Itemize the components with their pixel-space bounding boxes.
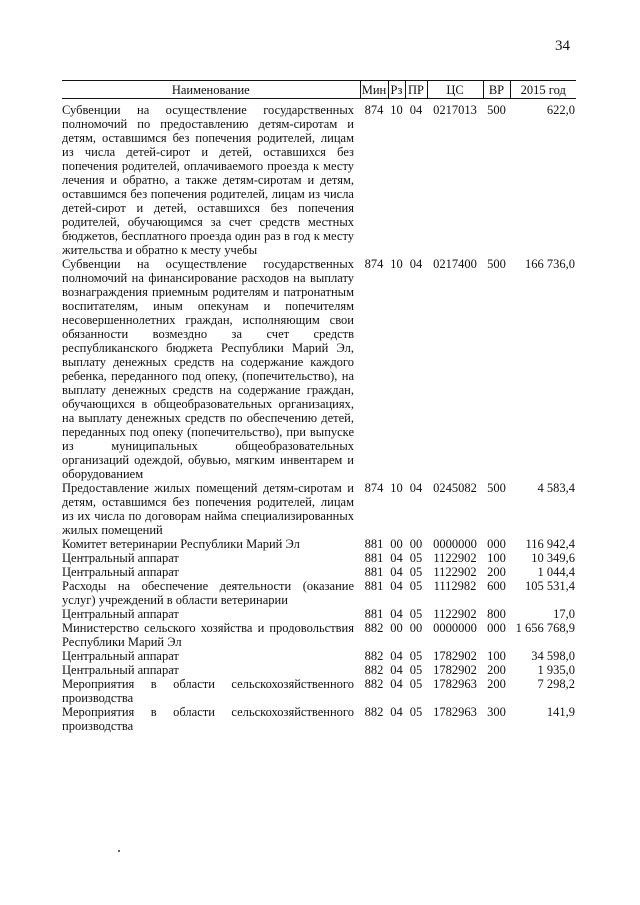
cell-min: 874 — [364, 103, 384, 117]
table-row — [62, 649, 576, 663]
cell-min: 881 — [364, 551, 384, 565]
cell-amount: 4 583,4 — [537, 481, 575, 495]
cell-min: 881 — [364, 607, 384, 621]
scan-speck — [118, 850, 120, 852]
cell-cs: 1122902 — [433, 607, 477, 621]
budget-table — [62, 80, 576, 733]
cell-vr: 300 — [487, 705, 506, 719]
cell-pr: 00 — [409, 537, 423, 551]
cell-name: Центральный аппарат — [62, 565, 179, 579]
cell-cs: 0217013 — [433, 103, 477, 117]
table-header — [62, 81, 576, 99]
cell-name: Центральный аппарат — [62, 607, 179, 621]
cell-cs: 0000000 — [433, 537, 477, 551]
header-name: Наименование — [62, 81, 360, 99]
cell-rz: 04 — [390, 551, 403, 565]
cell-rz: 04 — [390, 705, 403, 719]
cell-amount: 7 298,2 — [537, 677, 575, 691]
header-vr: ВР — [483, 81, 510, 99]
cell-pr: 05 — [409, 663, 423, 677]
cell-amount: 166 736,0 — [525, 257, 575, 271]
cell-amount: 141,9 — [546, 705, 575, 719]
cell-min: 874 — [364, 481, 384, 495]
cell-rz: 04 — [390, 607, 403, 621]
cell-name: Центральный аппарат — [62, 551, 179, 565]
cell-pr: 04 — [409, 103, 423, 117]
table-row — [62, 705, 576, 733]
cell-vr: 200 — [487, 677, 506, 691]
cell-vr: 100 — [487, 551, 506, 565]
cell-min: 882 — [364, 621, 384, 635]
header-cs: ЦС — [427, 81, 483, 99]
table-row — [62, 607, 576, 621]
cell-pr: 00 — [409, 621, 423, 635]
cell-pr: 05 — [409, 579, 423, 593]
cell-min: 874 — [364, 257, 384, 271]
cell-name: Мероприятия в области сельскохозяйственного производства — [62, 677, 354, 705]
cell-name: Субвенции на осуществление государственных полномочий на финансирование расходов на выплату вознаграждения приемным родителям и патронатным воспитателям, иным опекунам и попечителям несовершеннолетних граждан, исполняющим свои обязанности возмездно за счет средств республиканского бюджета Республики Марий Эл, выплату денежных средств на содержание каждого ребенка, переданного под опеку, (попечительство), на выплату денежных средств на содержание граждан, обучающихся в общеобразовательных организациях, на выплату денежных средств по обеспечению детей, переданных под опеку (попечительство), при выпуске из муниципальных общеобразовательных организаций одеждой, обувью, мягким инвентарем и оборудованием — [62, 257, 354, 481]
cell-vr: 800 — [487, 607, 506, 621]
header-rz: Рз — [388, 81, 405, 99]
cell-pr: 05 — [409, 677, 423, 691]
cell-name: Комитет ветеринарии Республики Марий Эл — [62, 537, 300, 551]
cell-cs: 1112982 — [433, 579, 477, 593]
cell-cs: 0000000 — [433, 621, 477, 635]
cell-pr: 05 — [409, 705, 423, 719]
cell-rz: 04 — [390, 579, 403, 593]
cell-name: Мероприятия в области сельскохозяйственного производства — [62, 705, 354, 733]
cell-name: Центральный аппарат — [62, 649, 179, 663]
cell-vr: 500 — [487, 103, 506, 117]
cell-min: 881 — [364, 579, 384, 593]
cell-name: Субвенции на осуществление государственных полномочий по предоставлению детям-сиротам и детям, оставшимся без попечения родителей, лицам из числа детей-сирот и детей, оставшихся без попечения родителей, оплачиваемого проезда к месту лечения и обратно, а также детям-сиротам и детям, оставшимся без попечения родителей, лицам из числа детей-сирот и детей, оставшихся без попечения родителей, обучающимся за счет средств местных бюджетов, бесплатного проезда один раз в год к месту жительства и обратно к месту учебы — [62, 103, 354, 257]
cell-rz: 04 — [390, 663, 403, 677]
cell-cs: 1782902 — [433, 663, 477, 677]
cell-amount: 622,0 — [546, 103, 575, 117]
cell-pr: 05 — [409, 551, 423, 565]
cell-vr: 100 — [487, 649, 506, 663]
cell-min: 882 — [364, 649, 384, 663]
cell-rz: 04 — [390, 565, 403, 579]
cell-vr: 500 — [487, 481, 506, 495]
table-row — [62, 551, 576, 565]
cell-rz: 10 — [390, 257, 403, 271]
table-row — [62, 257, 576, 481]
cell-amount: 1 935,0 — [537, 663, 575, 677]
cell-rz: 00 — [390, 621, 403, 635]
cell-amount: 10 349,6 — [531, 551, 575, 565]
cell-name: Расходы на обеспечение деятельности (оказание услуг) учреждений в области ветеринарии — [62, 579, 354, 607]
header-pr: ПР — [405, 81, 427, 99]
cell-cs: 1782963 — [433, 705, 477, 719]
table-row — [62, 537, 576, 551]
cell-rz: 10 — [390, 481, 403, 495]
cell-cs: 0217400 — [433, 257, 477, 271]
cell-pr: 05 — [409, 565, 423, 579]
table-row — [62, 677, 576, 705]
cell-cs: 1122902 — [433, 565, 477, 579]
cell-cs: 1782902 — [433, 649, 477, 663]
cell-amount: 116 942,4 — [525, 537, 575, 551]
cell-amount: 105 531,4 — [525, 579, 575, 593]
cell-pr: 05 — [409, 607, 423, 621]
cell-rz: 10 — [390, 103, 403, 117]
cell-vr: 000 — [487, 621, 506, 635]
cell-vr: 200 — [487, 663, 506, 677]
cell-min: 882 — [364, 677, 384, 691]
header-year: 2015 год — [510, 81, 576, 99]
table-row — [62, 663, 576, 677]
cell-min: 882 — [364, 663, 384, 677]
cell-rz: 04 — [390, 677, 403, 691]
cell-pr: 05 — [409, 649, 423, 663]
table-row — [62, 565, 576, 579]
header-min: Мин — [360, 81, 388, 99]
cell-name: Министерство сельского хозяйства и продовольствия Республики Марий Эл — [62, 621, 354, 649]
cell-pr: 04 — [409, 257, 423, 271]
cell-amount: 1 656 768,9 — [515, 621, 575, 635]
cell-cs: 0245082 — [433, 481, 477, 495]
cell-vr: 600 — [487, 579, 506, 593]
cell-min: 881 — [364, 565, 384, 579]
page-number: 34 — [555, 38, 570, 54]
cell-vr: 000 — [487, 537, 506, 551]
cell-min: 882 — [364, 705, 384, 719]
cell-pr: 04 — [409, 481, 423, 495]
cell-amount: 34 598,0 — [531, 649, 575, 663]
table-row — [62, 481, 576, 537]
cell-cs: 1782963 — [433, 677, 477, 691]
cell-name: Предоставление жилых помещений детям-сиротам и детям, оставшимся без попечения родителей, лицам из их числа по договорам найма специализированных жилых помещений — [62, 481, 354, 537]
table-row — [62, 621, 576, 649]
cell-vr: 200 — [487, 565, 506, 579]
cell-amount: 17,0 — [553, 607, 575, 621]
cell-cs: 1122902 — [433, 551, 477, 565]
cell-rz: 00 — [390, 537, 403, 551]
cell-rz: 04 — [390, 649, 403, 663]
cell-min: 881 — [364, 537, 384, 551]
cell-name: Центральный аппарат — [62, 663, 179, 677]
table-row — [62, 579, 576, 607]
cell-vr: 500 — [487, 257, 506, 271]
table-row — [62, 99, 576, 258]
cell-amount: 1 044,4 — [537, 565, 575, 579]
